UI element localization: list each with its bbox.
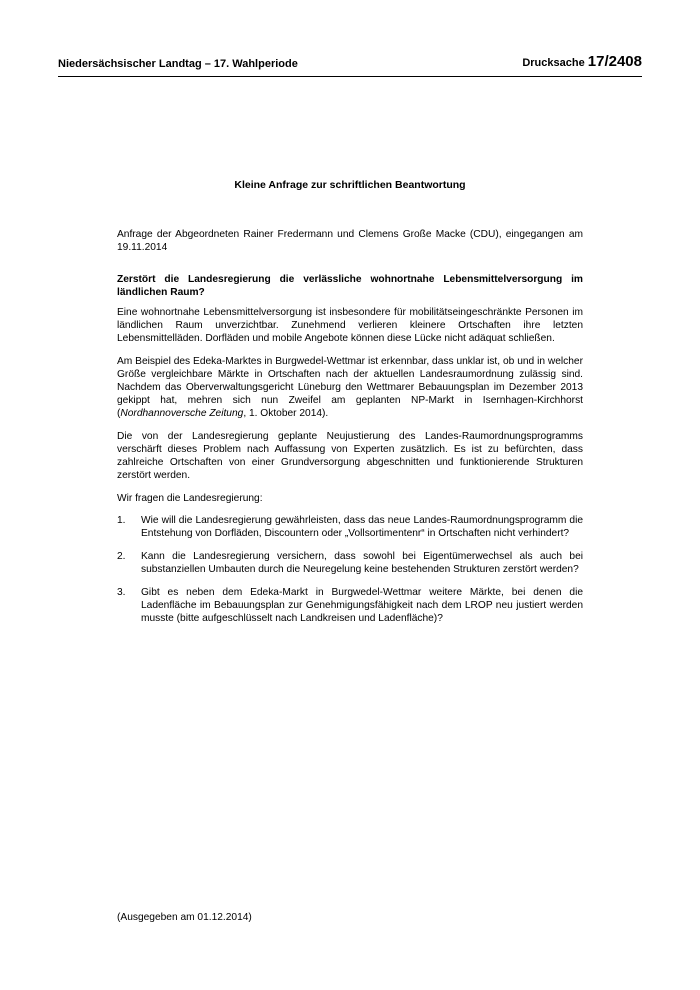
paragraph-2-text: Am Beispiel des Edeka-Marktes in Burgwedel-Wettmar ist erkennbar, dass unklar ist, ob und in welcher Größe vergleichbare Märkte in Ortschaften nach der aktuellen Landesraumordnung zulässig sind. Nachdem das Oberverwaltungsgericht Lüneburg den Wettmarer Bebauungsplan im Dezember 2013 gekippt hat, mehren sich nun Zweifel am geplanten NP-Markt in Isernhagen-Kirchhorst ( — [117, 356, 583, 419]
question-text: Kann die Landesregierung versichern, dass sowohl bei Eigentümerwechsel als auch bei substanziellen Umbauten durch die Neuregelung keine bestehenden Strukturen zerstört werden? — [141, 551, 583, 575]
publication-date: (Ausgegeben am 01.12.2014) — [117, 912, 252, 923]
question-number: 1. — [117, 515, 126, 526]
paragraph-2-end: , 1. Oktober 2014). — [243, 408, 329, 419]
paragraph-3: Die von der Landesregierung geplante Neujustierung des Landes-Raumordnungsprogramms verschärft dieses Problem nach Auffassung von Experten zusätzlich. Es ist zu befürchten, dass zahlreiche Ortschaften von einer Grundversorgung abgeschnitten und funktionierende Strukturen zerstört werden. — [117, 431, 583, 481]
document-number — [522, 53, 642, 70]
question-item — [117, 514, 583, 540]
question-text: Gibt es neben dem Edeka-Markt in Burgwedel-Wettmar weitere Märkte, bei denen die Ladenfläche im Bebauungsplan zur Genehmigungsfähigkeit nach dem LROP neu justiert werden musste (bitte aufgeschlüsselt nach Landkreisen und Ladenfläche)? — [141, 587, 583, 624]
inquiry-heading: Zerstört die Landesregierung die verlässliche wohnortnahe Lebensmittelversorgung im ländlichen Raum? — [117, 274, 583, 298]
question-item — [117, 550, 583, 576]
paragraph-2 — [117, 355, 583, 420]
question-number: 3. — [117, 587, 126, 598]
question-intro: Wir fragen die Landesregierung: — [117, 493, 263, 504]
question-number: 2. — [117, 551, 126, 562]
document-label: Drucksache — [522, 57, 585, 69]
document-title: Kleine Anfrage zur schriftlichen Beantwortung — [234, 179, 466, 191]
intro-paragraph: Anfrage der Abgeordneten Rainer Fredermann und Clemens Große Macke (CDU), eingegangen am 19.11.2014 — [117, 229, 583, 253]
document-number-value: 17/2408 — [587, 53, 642, 70]
document-body — [117, 228, 583, 635]
page-header — [58, 50, 642, 77]
parliament-period: Niedersächsischer Landtag – 17. Wahlperiode — [58, 58, 298, 70]
newspaper-title: Nordhannoversche Zeitung — [120, 408, 244, 419]
question-text: Wie will die Landesregierung gewährleisten, dass das neue Landes-Raumordnungsprogramm die Entstehung von Dorfläden, Discountern oder „Vollsortimentenr“ in Ortschaften nicht verhindert? — [141, 515, 583, 539]
question-item — [117, 586, 583, 625]
paragraph-1: Eine wohnortnahe Lebensmittelversorgung ist insbesondere für mobilitätseingeschränkte Personen im ländlichen Raum unverzichtbar. Zunehmend verlieren kleinere Ortschaften ihre letzten Lebensmittelläden. Dorfläden und mobile Angebote können diese Lücke nicht adäquat schließen. — [117, 307, 583, 344]
